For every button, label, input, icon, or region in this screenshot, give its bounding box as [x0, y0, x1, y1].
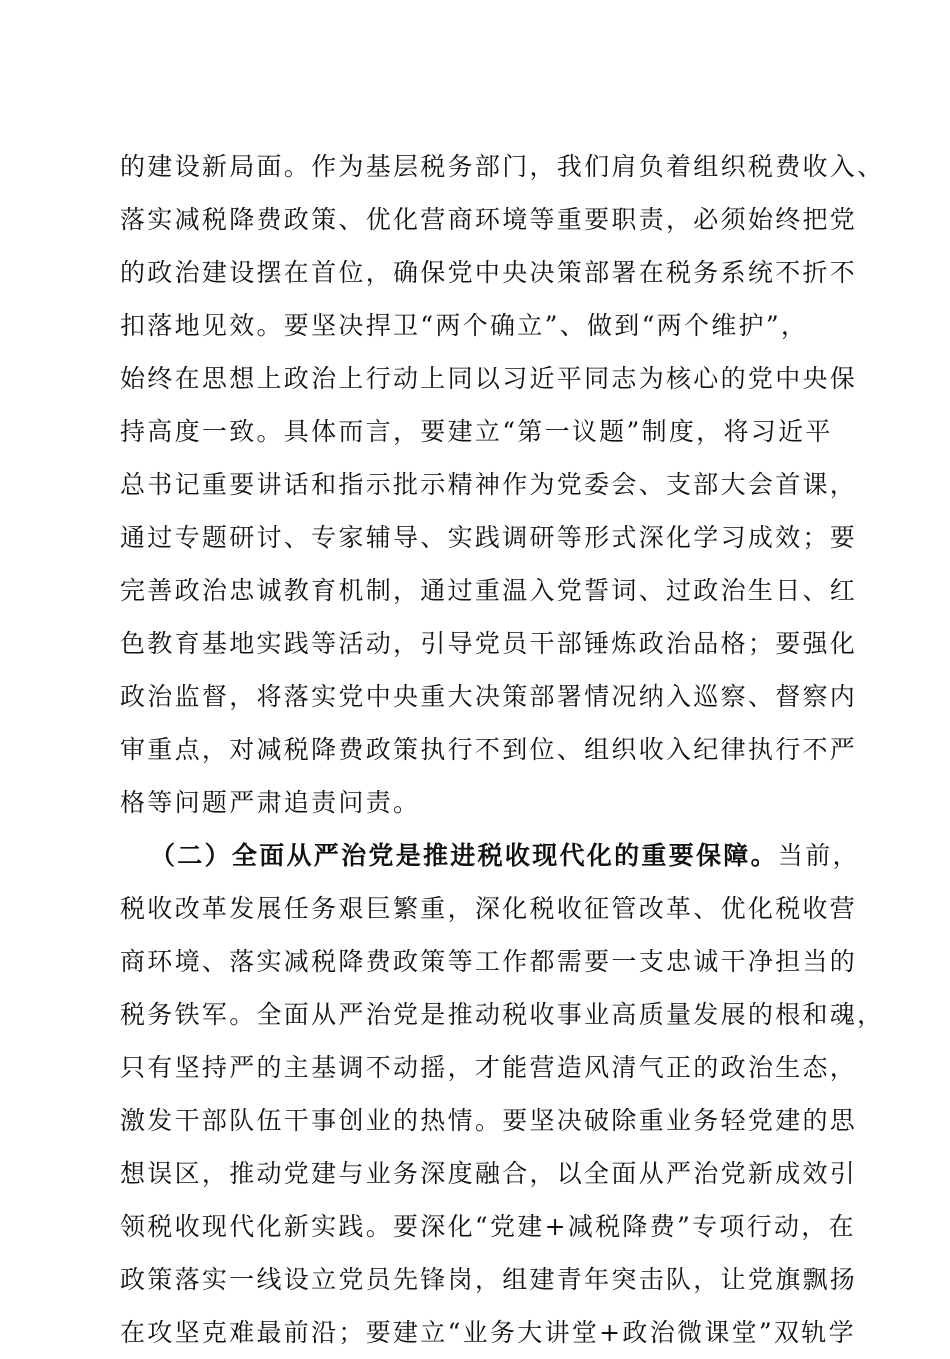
- text-line: 在攻坚克难最前沿；要建立“业务大讲堂+政治微课堂”双轨学: [120, 1318, 856, 1347]
- text-line: 的建设新局面。作为基层税务部门，我们肩负着组织税费收入、: [120, 152, 885, 181]
- text-line: 领税收现代化新实践。要深化“党建+减税降费”专项行动，在: [120, 1212, 856, 1241]
- text-line: 扣落地见效。要坚决捍卫“两个确立”、做到“两个维护”，: [120, 311, 809, 340]
- text-line: 税务铁军。全面从严治党是推动税收事业高质量发展的根和魂，: [120, 1000, 885, 1029]
- text-line: 持高度一致。具体而言，要建立“第一议题”制度，将习近平: [120, 417, 833, 446]
- text-line: 色教育基地实践等活动，引导党员干部锤炼政治品格；要强化: [120, 629, 858, 658]
- section-heading-continuation: 当前，: [777, 841, 860, 870]
- text-line: 审重点，对减税降费政策执行不到位、组织收入纪律执行不严: [120, 735, 858, 764]
- text-line: 只有坚持严的主基调不动摇，才能营造风清气正的政治生态，: [120, 1053, 858, 1082]
- section-heading-line: [120, 829, 860, 882]
- text-line: 政治监督，将落实党中央重大决策部署情况纳入巡察、督察内: [120, 682, 858, 711]
- text-line: 想误区，推动党建与业务深度融合，以全面从严治党新成效引: [120, 1159, 858, 1188]
- text-line: 商环境、落实减税降费政策等工作都需要一支忠诚干净担当的: [120, 947, 858, 976]
- text-line: 税收改革发展任务艰巨繁重，深化税收征管改革、优化税收营: [120, 894, 858, 923]
- text-line: 格等问题严肃追责问责。: [120, 788, 421, 817]
- body-text: [120, 140, 885, 1359]
- text-line: 政策落实一线设立党员先锋岗，组建青年突击队，让党旗飘扬: [120, 1265, 858, 1294]
- section-heading: （二）全面从严治党是推进税收现代化的重要保障。: [150, 841, 778, 870]
- text-line: 的政治建设摆在首位，确保党中央决策部署在税务系统不折不: [120, 258, 858, 287]
- text-line: 始终在思想上政治上行动上同以习近平同志为核心的党中央保: [120, 364, 858, 393]
- text-line: 激发干部队伍干事创业的热情。要坚决破除重业务轻党建的思: [120, 1106, 858, 1135]
- text-line: 总书记重要讲话和指示批示精神作为党委会、支部大会首课，: [120, 470, 858, 499]
- text-line: 完善政治忠诚教育机制，通过重温入党誓词、过政治生日、红: [120, 576, 858, 605]
- text-line: 通过专题研讨、专家辅导、实践调研等形式深化学习成效；要: [120, 523, 858, 552]
- text-line: 落实减税降费政策、优化营商环境等重要职责，必须始终把党: [120, 205, 858, 234]
